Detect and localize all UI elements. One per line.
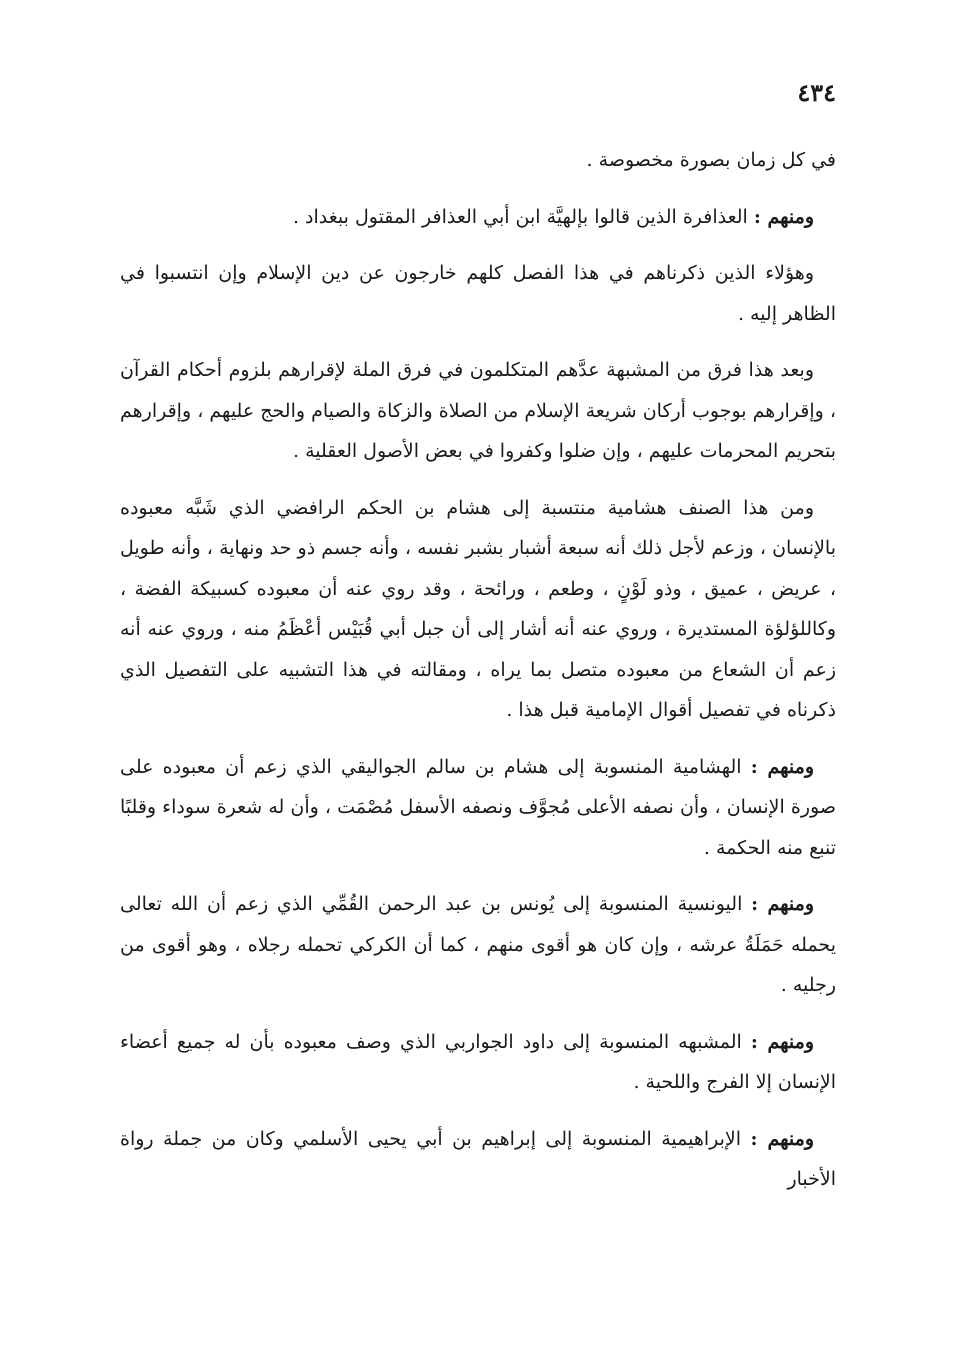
paragraph-text: الإبراهيمية المنسوبة إلى إبراهيم بن أبي يحيى الأسلمي وكان من جملة رواة الأخبار: [120, 1127, 836, 1190]
paragraph-7: [120, 884, 836, 1006]
paragraph-lead: ومنهم :: [753, 205, 814, 228]
paragraph-5: [120, 488, 836, 731]
paragraph-3: [120, 253, 836, 334]
paragraph-lead: ومنهم :: [750, 755, 814, 778]
paragraph-text: الهشامية المنسوبة إلى هشام بن سالم الجواليقي الذي زعم أن معبوده على صورة الإنسان ، وأن نصفه الأعلى مُجوَّف ونصفه الأسفل مُصْمَت ، وأن له شعرة سوداء وقلبًا تنبع منه الحكمة .: [120, 755, 836, 859]
paragraph-9: [120, 1119, 836, 1200]
paragraph-text: المشبهه المنسوبة إلى داود الجواربي الذي وصف معبوده بأن له جميع أعضاء الإنسان إلا الفرج واللحية .: [120, 1030, 836, 1093]
paragraph-1: [120, 140, 836, 181]
paragraph-text: اليونسية المنسوبة إلى يُونس بن عبد الرحمن القُمِّي الذي زعم أن الله تعالى يحمله حَمَلَةُ عرشه ، وإن كان هو أقوى منهم ، كما أن الكركي تحمله رجلاه ، وهو أقوى من رجليه .: [120, 893, 836, 996]
paragraph-lead: ومنهم :: [750, 1127, 814, 1150]
paragraph-text: وبعد هذا فرق من المشبهة عدَّهم المتكلمون في فرق الملة لإقرارهم بلزوم أحكام القرآن ، وإقرارهم بوجوب أركان شريعة الإسلام من الصلاة والزكاة والصيام والحج عليهم ، وإقرارهم بتحريم المحرمات عليهم ، وإن ضلوا وكفروا في بعض الأصول العقلية .: [120, 359, 836, 462]
paragraph-lead: ومنهم :: [751, 893, 814, 915]
body-text: [120, 140, 836, 1216]
paragraph-2: [120, 197, 836, 238]
paragraph-8: [120, 1022, 836, 1103]
paragraph-text: في كل زمان بصورة مخصوصة .: [586, 149, 836, 171]
page-number: ٤٣٤: [797, 78, 836, 107]
paragraph-text: وهؤلاء الذين ذكرناهم في هذا الفصل كلهم خارجون عن دين الإسلام وإن انتسبوا في الظاهر إليه .: [120, 262, 836, 325]
paragraph-lead: ومنهم :: [750, 1030, 814, 1053]
paragraph-4: [120, 350, 836, 472]
paragraph-text: العذافرة الذين قالوا بإلهيَّة ابن أبي العذافر المقتول ببغداد .: [292, 205, 754, 228]
paragraph-6: [120, 747, 836, 869]
paragraph-text: ومن هذا الصنف هشامية منتسبة إلى هشام بن الحكم الرافضي الذي شَبَّه معبوده بالإنسان ، وزعم لأجل ذلك أنه سبعة أشبار بشبر نفسه ، وأنه جسم ذو حد ونهاية ، وأنه طويل ، عريض ، عميق ، وذو لَوْنٍ ، وطعم ، ورائحة ، وقد روي عنه أن معبوده كسبيكة الفضة ، وكاللؤلؤة المستديرة ، وروي عنه أنه أشار إلى أن جبل أبي قُبَيْس أعْظَمُ منه ، وروي عنه أنه زعم أن الشعاع من معبوده متصل بما يراه ، ومقالته في هذا التشبيه على التفصيل الذي ذكرناه في تفصيل أقوال الإمامية قبل هذا .: [120, 496, 836, 721]
